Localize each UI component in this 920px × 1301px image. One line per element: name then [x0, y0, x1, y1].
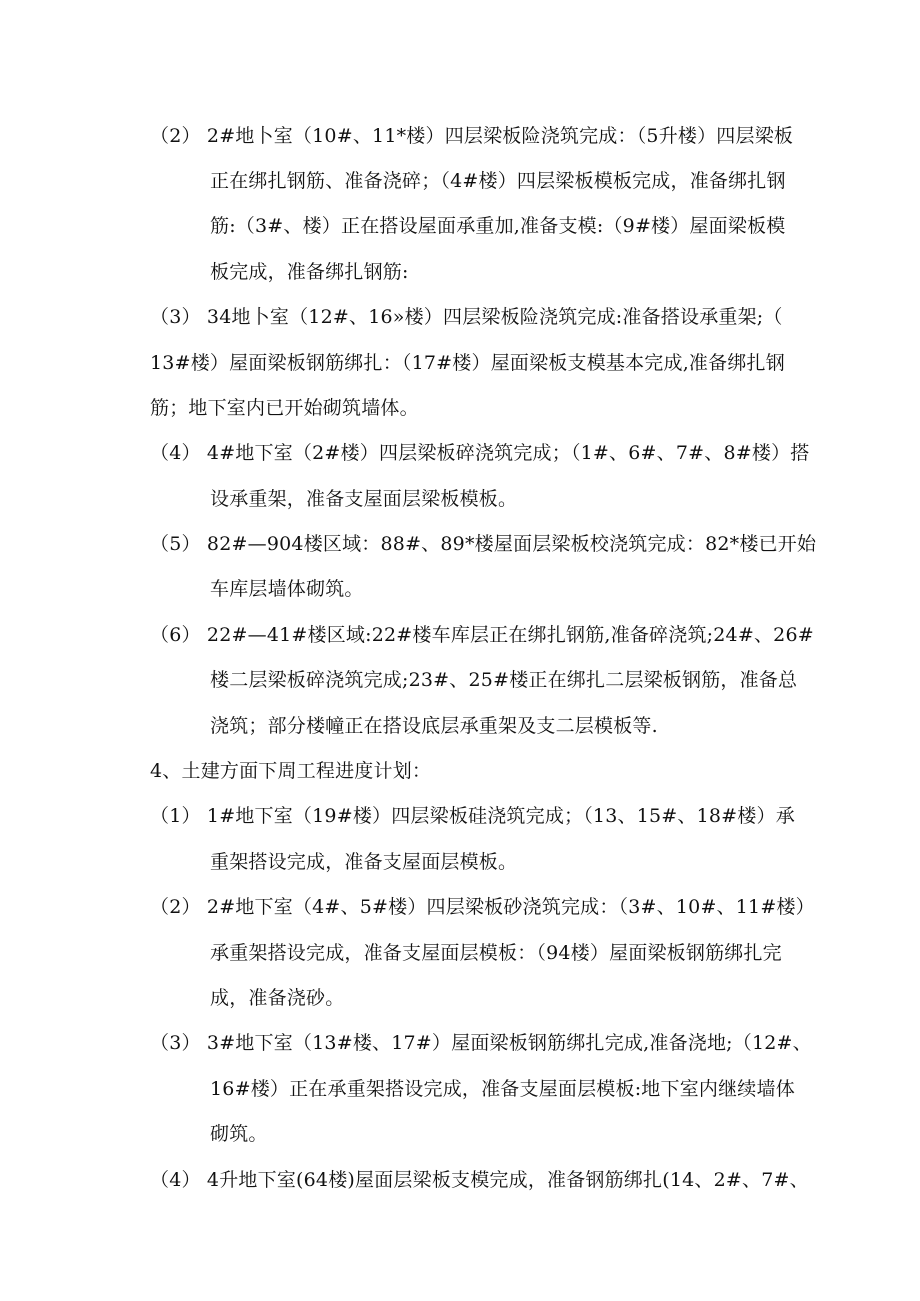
text-line-7: 筋；地下室内已开始砌筑墙体。: [150, 397, 419, 419]
text-line-6: 13#楼）屋面梁板钢筋绑扎：（17#楼）屋面梁板支模基本完成,准备绑扎钢: [150, 352, 785, 374]
text-line-9: 设承重架，准备支屋面层梁板模板。: [210, 488, 518, 510]
section-heading: 4、土建方面下周工程进度计划：: [150, 760, 432, 782]
text-line-2: 正在绑扎钢筋、准备浇碎；（4#楼）四层梁板模板完成，准备绑扎钢: [210, 170, 786, 192]
text-line-19: 承重架搭设完成，准备支屋面层模板：（94楼）屋面梁板钢筋绑扎完: [210, 942, 782, 964]
text-line-16: （1） 1#地下室（19#楼）四层梁板硅浇筑完成；（13、15#、18#楼）承: [150, 805, 795, 827]
text-line-21: （3） 3#地下室（13#楼、17#）屋面梁板钢筋绑扎完成,准备浇地;（12#、: [150, 1032, 812, 1054]
text-line-17: 重架搭设完成，准备支屋面层模板。: [210, 851, 518, 873]
text-line-11: 车库层墙体砌筑。: [210, 578, 364, 600]
text-line-5: （3） 34地卜室（12#、16»楼）四层梁板险浇筑完成:准备搭设承重架;（: [150, 306, 783, 328]
text-line-14: 浇筑；部分楼幢正在搭设底层承重架及支二层模板等.: [210, 715, 658, 737]
text-line-23: 砌筑。: [210, 1123, 268, 1145]
text-line-20: 成，准备浇砂。: [210, 987, 345, 1009]
text-line-10: （5） 82#—904楼区域：88#、89*楼屋面层梁板校浇筑完成：82*楼已开始: [150, 533, 817, 555]
text-line-13: 楼二层梁板碎浇筑完成;23#、25#楼正在绑扎二层梁板钢筋，准备总: [210, 669, 798, 691]
text-line-22: 16#楼）正在承重架搭设完成，准备支屋面层模板:地下室内继续墙体: [210, 1078, 795, 1100]
text-line-18: （2） 2#地下室（4#、5#楼）四层梁板砂浇筑完成：（3#、10#、11#楼）: [150, 896, 815, 918]
text-line-1: （2） 2#地卜室（10#、11*楼）四层梁板险浇筑完成：（5升楼）四层梁板: [150, 125, 794, 147]
text-line-4: 板完成，准备绑扎钢筋:: [210, 261, 409, 283]
text-line-12: （6） 22#—41#楼区域:22#楼车库层正在绑扎钢筋,准备碎浇筑;24#、26#: [150, 624, 814, 646]
text-line-24: （4） 4升地下室(64楼)屋面层梁板支模完成，准备钢筋绑扎(14、2#、7#、: [150, 1169, 809, 1191]
text-line-8: （4） 4#地下室（2#楼）四层梁板碎浇筑完成；（1#、6#、7#、8#楼）搭: [150, 442, 810, 464]
text-line-3: 筋:（3#、楼）正在搭设屋面承重加,准备支模:（9#楼）屋面梁板模: [210, 215, 786, 237]
